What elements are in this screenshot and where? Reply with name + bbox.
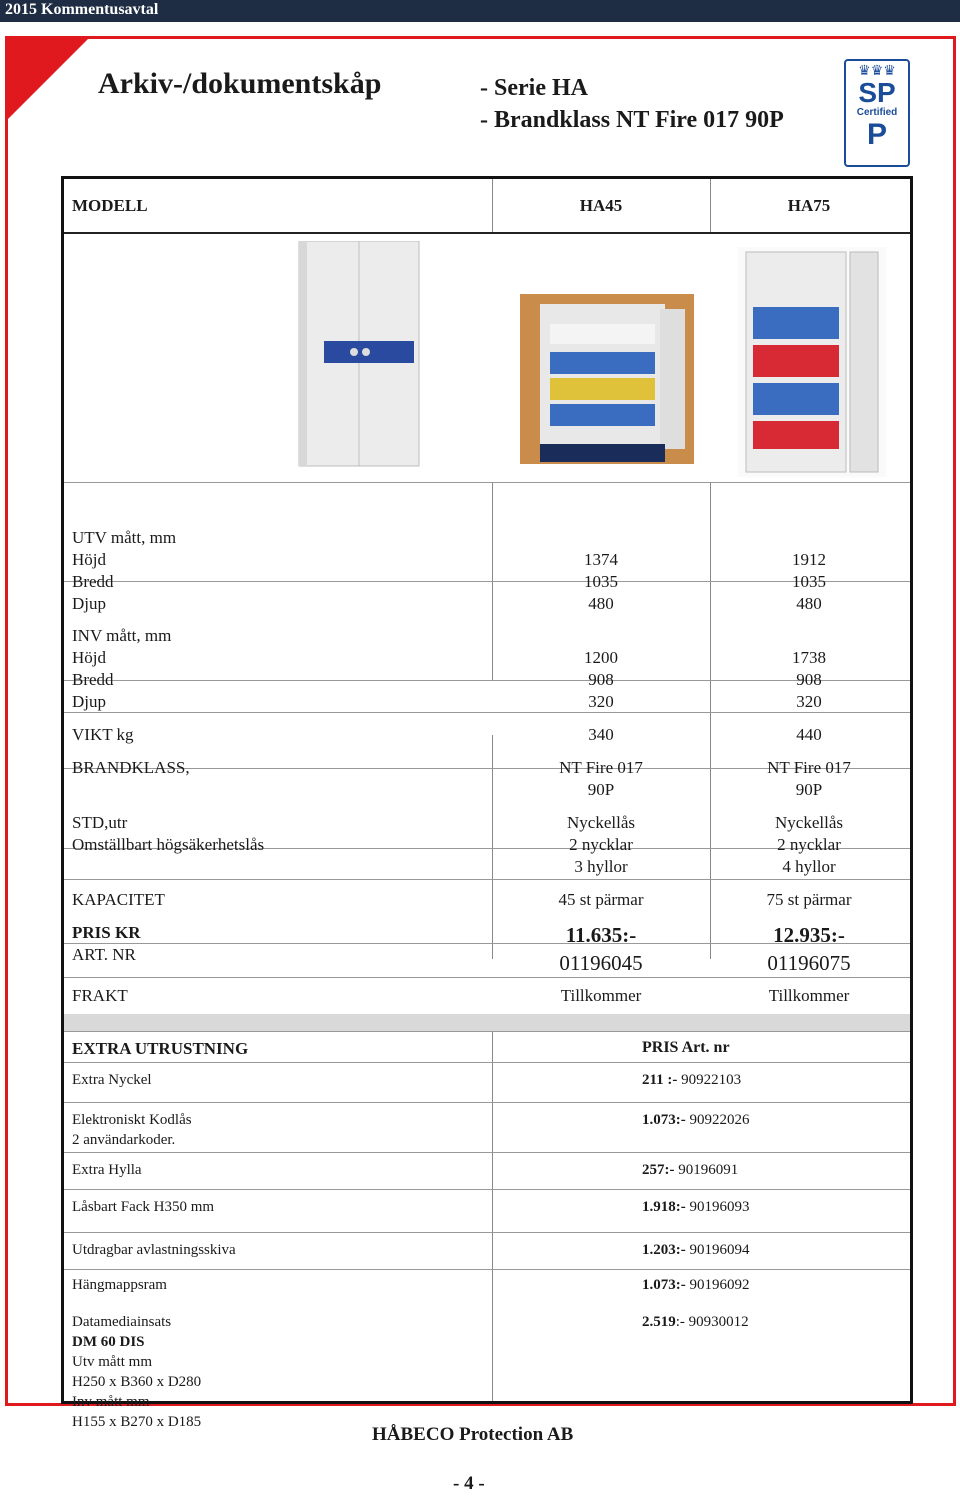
ha75-lock: Nyckellås	[775, 813, 843, 832]
utv-depth-label: Djup	[72, 594, 106, 613]
ha45-utv-depth: 480	[588, 594, 614, 613]
red-corner-decoration	[8, 39, 88, 119]
series-subtitle: - Serie HA	[480, 75, 588, 101]
extra-item-name: Hängmappsram	[72, 1277, 167, 1293]
cabinet-open-image-ha45	[520, 294, 694, 464]
extra-item-name: Utdragbar avlastningsskiva	[72, 1242, 236, 1258]
extra-item-price: 1.073:- 90196092	[642, 1277, 750, 1293]
company-footer: HÅBECO Protection AB	[372, 1424, 574, 1445]
header-bar-text: 2015 Kommentusavtal	[5, 1, 159, 18]
ha75-fireclass-rating: 90P	[795, 780, 823, 799]
ha45-fireclass: NT Fire 017	[559, 758, 643, 777]
spec-table	[61, 176, 913, 1430]
utv-width-label: Bredd	[72, 572, 114, 591]
ha45-shelves: 3 hyllor	[574, 857, 628, 876]
artnr-label: ART. NR	[72, 945, 136, 964]
extra-item-price: 2.519:- 90930012	[642, 1314, 749, 1330]
extra-item-name: Elektroniskt Kodlås 2 användarkoder.	[72, 1112, 192, 1148]
inv-label: INV mått, mm	[72, 626, 172, 645]
extra-item-name: Låsbart Fack H350 mm	[72, 1199, 215, 1215]
extra-item-name: Extra Hylla	[72, 1162, 142, 1178]
ha45-inv-width: 908	[588, 670, 614, 689]
ha75-fireclass: NT Fire 017	[767, 758, 851, 777]
ha45-inv-height: 1200	[584, 648, 618, 667]
page-number: - 4 -	[453, 1473, 485, 1494]
ha75-artnr: 01196075	[767, 951, 851, 975]
extras-price-header: PRIS Art. nr	[642, 1039, 730, 1056]
crown-icon: ♛♛♛	[858, 64, 896, 79]
ha75-capacity: 75 st pärmar	[766, 890, 852, 909]
ha45-fireclass-rating: 90P	[587, 780, 615, 799]
ha45-artnr: 01196045	[559, 951, 643, 975]
extras-header: EXTRA UTRUSTNING	[72, 1039, 249, 1058]
inv-height-label: Höjd	[72, 648, 106, 667]
ha75-shelves: 4 hyllor	[782, 857, 836, 876]
ha75-shipping: Tillkommer	[768, 986, 850, 1005]
ha45-lock: Nyckellås	[567, 813, 635, 832]
ha45-capacity: 45 st pärmar	[558, 890, 644, 909]
cabinet-open-image-ha75	[738, 247, 886, 477]
ha75-utv-depth: 480	[796, 594, 822, 613]
section-divider	[64, 1014, 910, 1031]
fireclass-label: BRANDKLASS,	[72, 758, 190, 777]
ha75-price: 12.935:-	[773, 923, 845, 947]
ha75-keys: 2 nycklar	[777, 835, 841, 854]
cabinet-closed-image	[294, 241, 424, 471]
ha45-price: 11.635:-	[565, 923, 637, 947]
lock-option-label: Omställbart högsäkerhetslås	[72, 835, 265, 854]
model-label: MODELL	[72, 196, 148, 215]
utv-label: UTV mått, mm	[72, 528, 177, 547]
model-ha45: HA45	[579, 196, 623, 215]
p-mark-icon: P	[866, 118, 887, 151]
shipping-label: FRAKT	[72, 986, 128, 1005]
inv-width-label: Bredd	[72, 670, 114, 689]
extra-item-name: Extra Nyckel	[72, 1072, 152, 1088]
extra-item-name: Datamediainsats DM 60 DIS Utv mått mm H250 x B360 x D280 Inv mått mm H155 x B270 x D185	[72, 1314, 202, 1430]
ha75-utv-width: 1035	[792, 572, 826, 591]
inv-depth-label: Djup	[72, 692, 106, 711]
utv-height-label: Höjd	[72, 550, 106, 569]
class-subtitle: - Brandklass NT Fire 017 90P	[480, 107, 784, 133]
std-label: STD,utr	[72, 813, 128, 832]
ha45-utv-height: 1374	[584, 550, 618, 569]
page-frame	[5, 36, 956, 1430]
weight-label: VIKT kg	[72, 725, 134, 744]
extra-item-price: 1.073:- 90922026	[642, 1112, 750, 1128]
ha75-weight: 440	[796, 725, 822, 744]
ha45-inv-depth: 320	[588, 692, 614, 711]
ha75-inv-width: 908	[796, 670, 822, 689]
ha75-inv-height: 1738	[792, 648, 826, 667]
extra-item-price: 1.918:- 90196093	[642, 1199, 750, 1215]
ha45-shipping: Tillkommer	[560, 986, 642, 1005]
price-label: PRIS KR	[72, 923, 141, 942]
sp-certified-logo: ♛♛♛ SP Certified P	[844, 59, 910, 167]
model-ha75: HA75	[787, 196, 831, 215]
extra-item-price: 1.203:- 90196094	[642, 1242, 750, 1258]
ha75-utv-height: 1912	[792, 550, 826, 569]
page-title: Arkiv-/dokumentskåp	[98, 67, 382, 100]
capacity-label: KAPACITET	[72, 890, 165, 909]
ha75-inv-depth: 320	[796, 692, 822, 711]
ha45-utv-width: 1035	[584, 572, 618, 591]
header-bar	[0, 0, 960, 22]
ha45-keys: 2 nycklar	[569, 835, 633, 854]
extra-item-price: 211 :- 90922103	[642, 1072, 742, 1088]
ha45-weight: 340	[588, 725, 614, 744]
extra-item-price: 257:- 90196091	[642, 1162, 739, 1178]
